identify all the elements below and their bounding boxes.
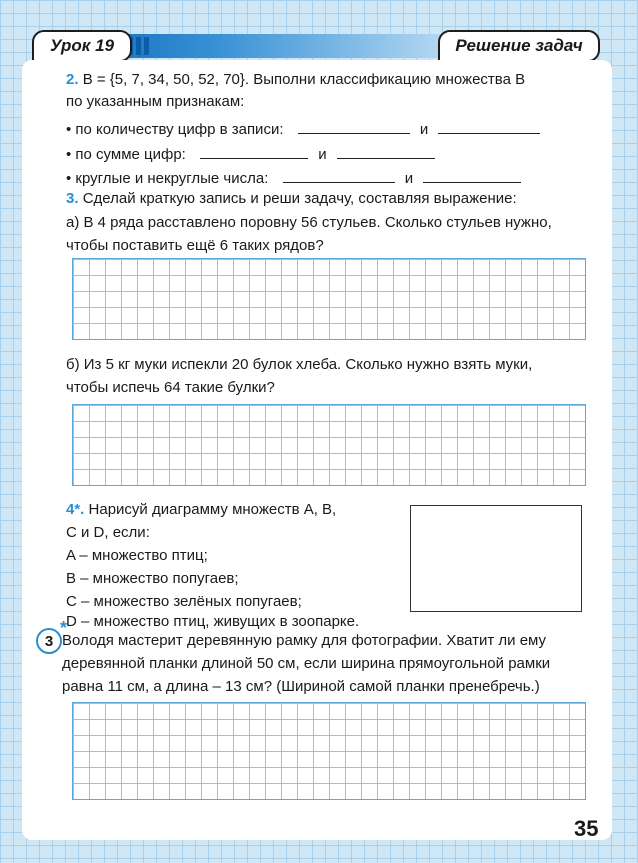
- answer-blank[interactable]: [298, 119, 410, 134]
- task4-text: Нарисуй диаграмму множеств A, B,: [88, 501, 337, 518]
- answer-grid-a[interactable]: [72, 258, 586, 340]
- answer-blank[interactable]: [337, 144, 435, 159]
- task2-bullet-3: [66, 168, 521, 189]
- task4-line6: D – множество птиц, живущих в зоопарке.: [66, 613, 360, 630]
- diagram-box[interactable]: [410, 505, 582, 612]
- task3-b-line2: чтобы испечь 64 такие булки?: [66, 379, 275, 396]
- extra-line3: равна 11 см, а длина – 13 см? (Шириной самой планки пренебречь.): [62, 678, 540, 695]
- bullet-text: • по сумме цифр:: [66, 146, 186, 163]
- task3-intro: [66, 189, 517, 209]
- task3-number: 3.: [66, 190, 79, 207]
- header-strip: [110, 34, 490, 58]
- task3-a-line1: а) В 4 ряда расставлено поровну 56 стульев. Сколько стульев нужно,: [66, 214, 552, 231]
- task4-line1: [66, 500, 336, 520]
- task4-line4: B – множество попугаев;: [66, 570, 239, 587]
- answer-grid-b[interactable]: [72, 404, 586, 486]
- task3-b-line1: б) Из 5 кг муки испекли 20 булок хлеба. Сколько нужно взять муки,: [66, 356, 533, 373]
- task2-bullet-1: [66, 119, 540, 140]
- task3-intro-text: Сделай краткую запись и реши задачу, составляя выражение:: [82, 190, 517, 207]
- lesson-label: Урок 19: [32, 30, 132, 62]
- task4-line5: C – множество зелёных попугаев;: [66, 593, 302, 610]
- task4-line3: A – множество птиц;: [66, 547, 208, 564]
- topic-label: Решение задач: [438, 30, 600, 62]
- task2-bullet-2: [66, 144, 435, 165]
- extra-line1: Володя мастерит деревянную рамку для фотографии. Хватит ли ему: [62, 632, 547, 649]
- task2-line1: [66, 70, 525, 90]
- answer-blank[interactable]: [438, 119, 540, 134]
- task3-a-line2: чтобы поставить ещё 6 таких рядов?: [66, 237, 324, 254]
- and-word: и: [318, 146, 327, 163]
- page-number: 35: [574, 816, 599, 841]
- and-word: и: [404, 170, 414, 187]
- answer-blank[interactable]: [283, 168, 395, 183]
- star-icon: *: [60, 618, 68, 638]
- task2-text1: B = {5, 7, 34, 50, 52, 70}. Выполни классификацию множества B: [82, 71, 526, 88]
- answer-blank[interactable]: [423, 168, 521, 183]
- task2-line2: по указанным признакам:: [66, 93, 245, 110]
- answer-grid-extra[interactable]: [72, 702, 586, 800]
- bullet-text: • по количеству цифр в записи:: [66, 121, 284, 138]
- task4-line2: C и D, если:: [66, 524, 150, 541]
- and-word: и: [419, 121, 429, 138]
- answer-blank[interactable]: [200, 144, 308, 159]
- task4-number: 4*.: [66, 501, 85, 518]
- extra-line2: деревянной планки длиной 50 см, если ширина прямоугольной рамки: [62, 655, 551, 672]
- difficulty-marker: 3: [36, 628, 62, 654]
- task2-number: 2.: [66, 71, 79, 88]
- bullet-text: • круглые и некруглые числа:: [66, 170, 269, 187]
